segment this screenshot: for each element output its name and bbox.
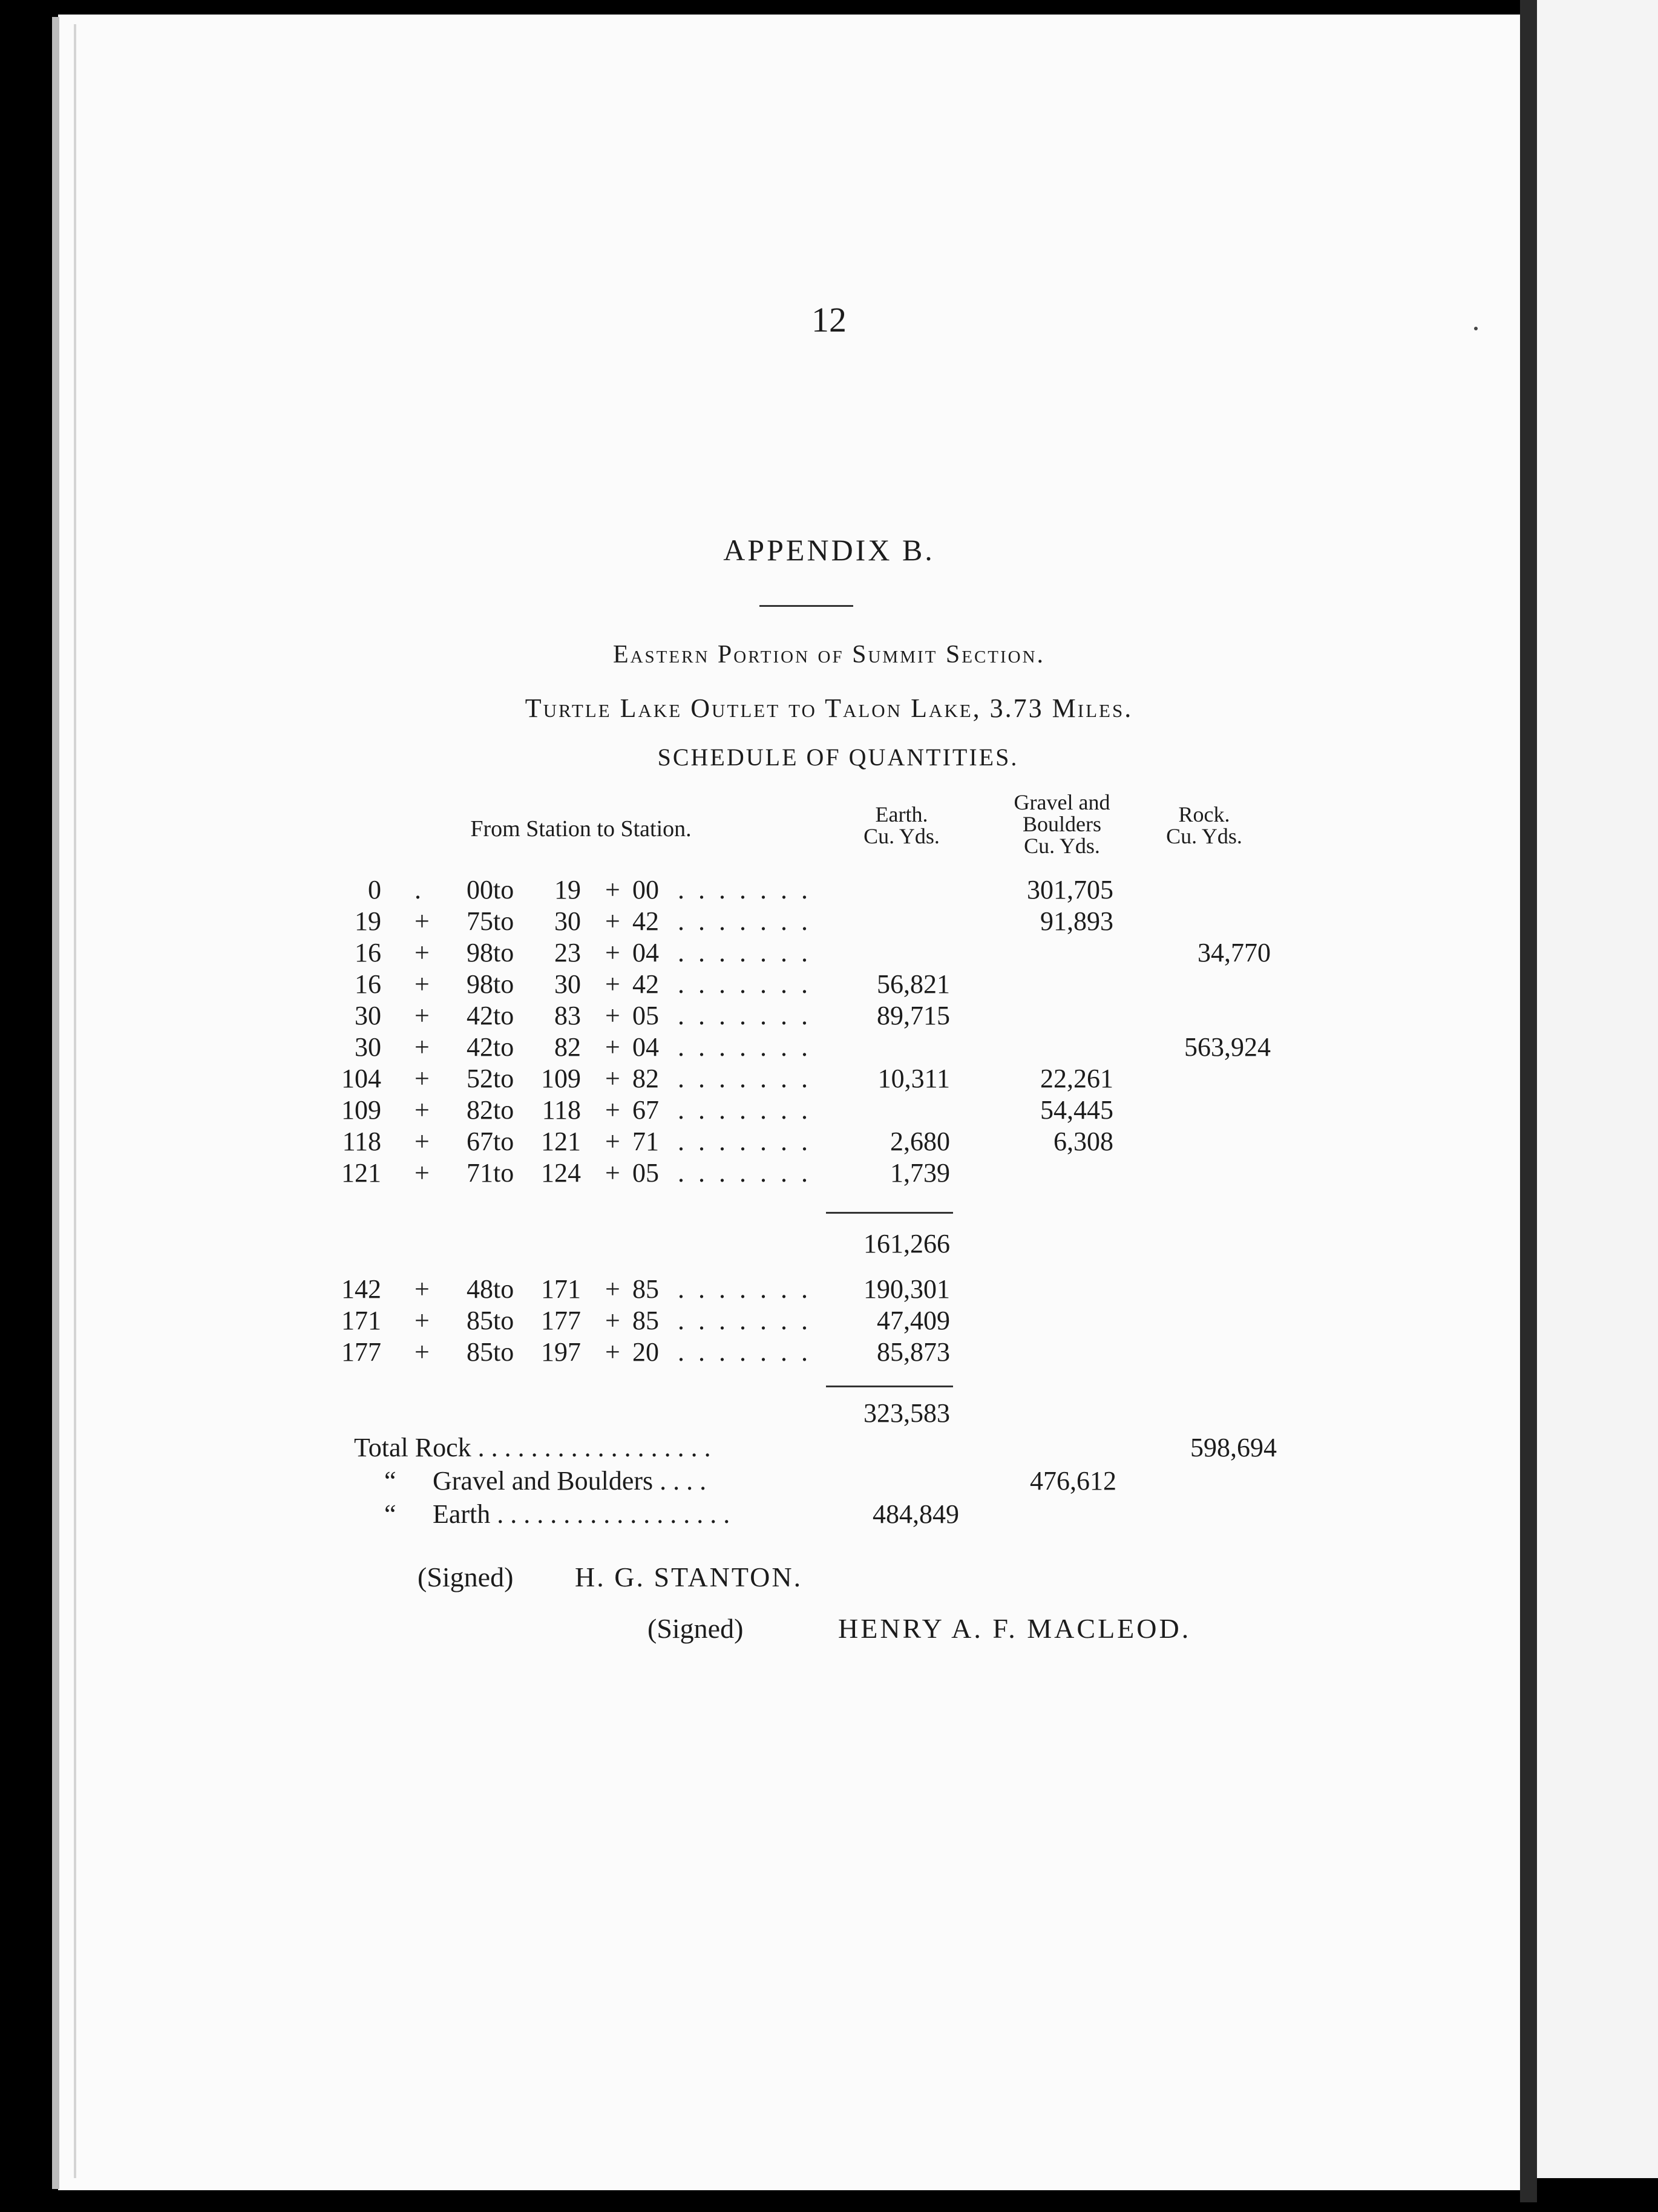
header-earth <box>835 803 968 847</box>
table-row <box>0 937 1658 969</box>
ditto-mark: “ <box>384 1499 396 1529</box>
station-from-plus: 85 <box>467 1337 493 1367</box>
station-from-plus: 00 <box>467 875 493 905</box>
earth-value: 85,873 <box>877 1337 950 1367</box>
to-word: to <box>493 1001 514 1030</box>
station-from: 118 <box>342 1127 381 1156</box>
station-from-plus: 98 <box>467 938 493 967</box>
station-to-plus: 05 <box>632 1158 659 1188</box>
header-rock-line1: Rock. <box>1178 802 1230 826</box>
station-to-plus: 04 <box>632 938 659 967</box>
station-from: 19 <box>355 906 381 936</box>
station-to: 197 <box>541 1337 581 1367</box>
leader-dots: . . . . . . . <box>678 1095 811 1125</box>
table-row <box>0 1095 1658 1126</box>
earth-subtotal: 323,583 <box>863 1398 950 1428</box>
to-word: to <box>493 906 514 936</box>
to-word: to <box>493 875 514 905</box>
station-to-plus: 82 <box>632 1064 659 1093</box>
gravel-value: 301,705 <box>1027 875 1113 905</box>
signatory-name: H. G. STANTON. <box>575 1562 803 1592</box>
station-to-plus: 20 <box>632 1337 659 1367</box>
total-gravel-row <box>0 1465 1658 1497</box>
to-word: to <box>493 938 514 967</box>
rock-value: 563,924 <box>1184 1032 1271 1062</box>
leader-dots: . . . . . . . <box>678 906 811 936</box>
table-row <box>0 1274 1658 1305</box>
station-sep: + <box>605 906 620 936</box>
station-from-plus: 98 <box>467 969 493 999</box>
station-from: 0 <box>368 875 381 905</box>
station-sep: + <box>414 1032 430 1062</box>
station-sep: + <box>605 1127 620 1156</box>
header-rock-line2: Cu. Yds. <box>1166 824 1242 848</box>
to-word: to <box>493 1337 514 1367</box>
station-from: 171 <box>341 1306 381 1335</box>
table-row <box>0 1000 1658 1032</box>
total-earth-label: Earth . . . . . . . . . . . . . . . . . . <box>433 1499 730 1529</box>
station-from: 30 <box>355 1001 381 1030</box>
station-sep: + <box>414 1337 430 1367</box>
to-word: to <box>493 1032 514 1062</box>
station-from-plus: 71 <box>467 1158 493 1188</box>
station-from-plus: 42 <box>467 1032 493 1062</box>
station-sep: + <box>605 969 620 999</box>
header-station: From Station to Station. <box>470 816 692 842</box>
station-sep: + <box>414 1158 430 1188</box>
table-row <box>0 1032 1658 1063</box>
station-sep: + <box>605 1306 620 1335</box>
gravel-value: 22,261 <box>1040 1064 1113 1093</box>
station-to-plus: 85 <box>632 1306 659 1335</box>
station-from: 104 <box>341 1064 381 1093</box>
station-from-plus: 48 <box>467 1274 493 1304</box>
station-from-plus: 85 <box>467 1306 493 1335</box>
table-row <box>0 1063 1658 1095</box>
rock-value: 34,770 <box>1198 938 1271 967</box>
earth-value: 56,821 <box>877 969 950 999</box>
subtotal-rule <box>826 1386 953 1387</box>
station-to-plus: 42 <box>632 906 659 936</box>
station-to: 30 <box>554 969 581 999</box>
to-word: to <box>493 1158 514 1188</box>
station-sep: + <box>414 969 430 999</box>
gravel-value: 6,308 <box>1053 1127 1113 1156</box>
station-to-plus: 67 <box>632 1095 659 1125</box>
signed-label: (Signed) <box>647 1613 744 1644</box>
station-from: 16 <box>355 969 381 999</box>
station-to: 124 <box>541 1158 581 1188</box>
station-sep: + <box>605 1095 620 1125</box>
earth-subtotal: 161,266 <box>863 1229 950 1258</box>
station-from: 142 <box>341 1274 381 1304</box>
station-sep: + <box>605 1337 620 1367</box>
table-row <box>0 906 1658 937</box>
station-sep: + <box>414 1127 430 1156</box>
earth-value: 89,715 <box>877 1001 950 1030</box>
station-sep: + <box>605 1001 620 1030</box>
station-sep: + <box>605 1158 620 1188</box>
table-row <box>0 1337 1658 1368</box>
header-earth-line1: Earth. <box>875 802 928 826</box>
leader-dots: . . . . . . . <box>678 969 811 999</box>
header-gravel-line2: Boulders <box>1023 812 1101 836</box>
subtotal-row <box>0 1398 1658 1429</box>
page-number: 12 <box>811 300 847 339</box>
station-from: 177 <box>341 1337 381 1367</box>
gravel-value: 54,445 <box>1040 1095 1113 1125</box>
station-to: 23 <box>554 938 581 967</box>
header-gravel <box>980 791 1144 857</box>
leader-dots: . . . . . . . <box>678 1001 811 1030</box>
station-to: 109 <box>541 1064 581 1093</box>
station-sep: + <box>414 906 430 936</box>
station-from: 16 <box>355 938 381 967</box>
station-to-plus: 05 <box>632 1001 659 1030</box>
earth-value: 2,680 <box>890 1127 950 1156</box>
subtotal-rule <box>826 1212 953 1214</box>
to-word: to <box>493 1306 514 1335</box>
signed-label: (Signed) <box>418 1562 514 1592</box>
table-row <box>0 969 1658 1000</box>
to-word: to <box>493 1095 514 1125</box>
total-rock-value: 598,694 <box>1190 1433 1277 1462</box>
station-sep: . <box>414 875 421 905</box>
total-earth-value: 484,849 <box>873 1499 959 1529</box>
station-from-plus: 75 <box>467 906 493 936</box>
station-from-plus: 42 <box>467 1001 493 1030</box>
leader-dots: . . . . . . . <box>678 875 811 905</box>
earth-value: 1,739 <box>890 1158 950 1188</box>
station-from-plus: 52 <box>467 1064 493 1093</box>
header-gravel-line3: Cu. Yds. <box>1024 834 1100 858</box>
station-sep: + <box>605 938 620 967</box>
station-to: 171 <box>541 1274 581 1304</box>
header-gravel-line1: Gravel and <box>1014 790 1110 814</box>
table-row <box>0 874 1658 906</box>
title-rule <box>759 605 853 607</box>
earth-value: 10,311 <box>877 1064 950 1093</box>
leader-dots: . . . . . . . <box>678 1064 811 1093</box>
station-to: 83 <box>554 1001 581 1030</box>
table-row <box>0 1305 1658 1337</box>
station-from-plus: 67 <box>467 1127 493 1156</box>
station-to: 121 <box>541 1127 581 1156</box>
station-from: 30 <box>355 1032 381 1062</box>
station-sep: + <box>414 1274 430 1304</box>
appendix-title: APPENDIX B. <box>723 533 935 567</box>
route-subtitle: Turtle Lake Outlet to Talon Lake, 3.73 Miles. <box>525 693 1133 723</box>
station-sep: + <box>414 938 430 967</box>
total-gravel-value: 476,612 <box>1030 1466 1116 1496</box>
station-sep: + <box>414 1095 430 1125</box>
station-to-plus: 71 <box>632 1127 659 1156</box>
subtotal-row <box>0 1228 1658 1260</box>
header-earth-line2: Cu. Yds. <box>863 824 940 848</box>
station-to: 177 <box>541 1306 581 1335</box>
leader-dots: . . . . . . . <box>678 1127 811 1156</box>
station-sep: + <box>605 1064 620 1093</box>
signatory-name: HENRY A. F. MACLEOD. <box>838 1613 1191 1644</box>
earth-value: 190,301 <box>863 1274 950 1304</box>
station-to-plus: 04 <box>632 1032 659 1062</box>
header-rock <box>1144 803 1265 847</box>
total-earth-row <box>0 1499 1658 1530</box>
station-to-plus: 00 <box>632 875 659 905</box>
leader-dots: . . . . . . . <box>678 1306 811 1335</box>
total-gravel-label: Gravel and Boulders . . . . <box>433 1466 707 1496</box>
station-to-plus: 42 <box>632 969 659 999</box>
to-word: to <box>493 1127 514 1156</box>
station-to-plus: 85 <box>632 1274 659 1304</box>
gravel-value: 91,893 <box>1040 906 1113 936</box>
station-from-plus: 82 <box>467 1095 493 1125</box>
station-from: 109 <box>341 1095 381 1125</box>
station-to: 19 <box>554 875 581 905</box>
ditto-mark: “ <box>384 1466 396 1496</box>
to-word: to <box>493 969 514 999</box>
leader-dots: . . . . . . . <box>678 1337 811 1367</box>
station-sep: + <box>414 1001 430 1030</box>
station-sep: + <box>605 1274 620 1304</box>
station-sep: + <box>605 875 620 905</box>
total-rock-label: Total Rock . . . . . . . . . . . . . . . . . . <box>354 1433 711 1462</box>
to-word: to <box>493 1064 514 1093</box>
earth-value: 47,409 <box>877 1306 950 1335</box>
leader-dots: . . . . . . . <box>678 1158 811 1188</box>
total-rock-row <box>0 1432 1658 1464</box>
station-sep: + <box>414 1064 430 1093</box>
to-word: to <box>493 1274 514 1304</box>
station-sep: + <box>605 1032 620 1062</box>
station-sep: + <box>414 1306 430 1335</box>
leader-dots: . . . . . . . <box>678 938 811 967</box>
schedule-title: SCHEDULE OF QUANTITIES. <box>657 744 1019 771</box>
table-row <box>0 1157 1658 1189</box>
station-to: 30 <box>554 906 581 936</box>
leader-dots: . . . . . . . <box>678 1274 811 1304</box>
station-from: 121 <box>341 1158 381 1188</box>
table-row <box>0 1126 1658 1157</box>
station-to: 118 <box>542 1095 581 1125</box>
leader-dots: . . . . . . . <box>678 1032 811 1062</box>
station-to: 82 <box>554 1032 581 1062</box>
section-subtitle: Eastern Portion of Summit Section. <box>612 641 1046 669</box>
